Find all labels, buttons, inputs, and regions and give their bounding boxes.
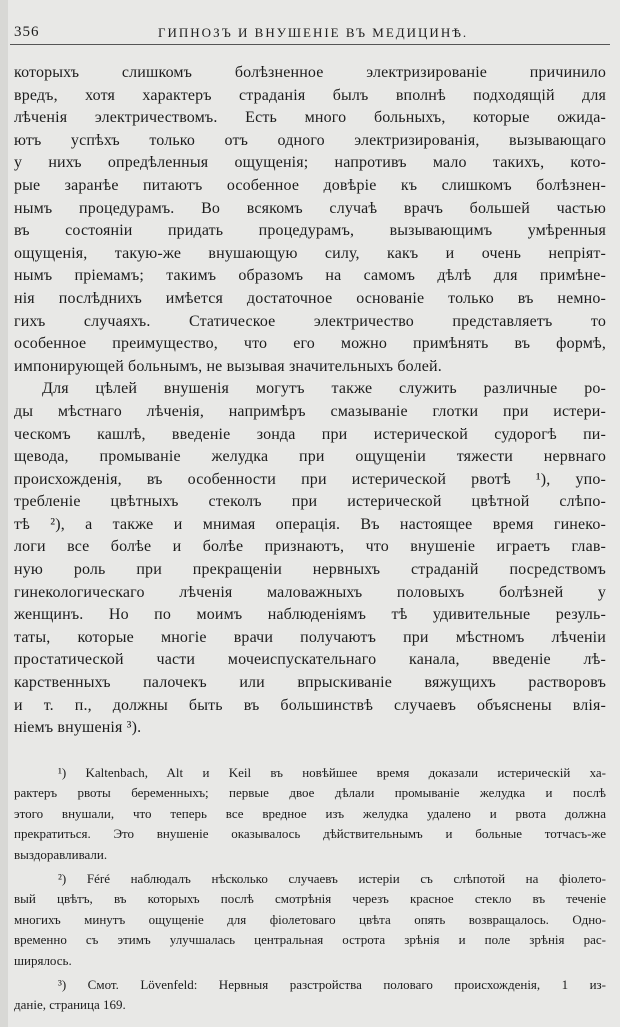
text-line: тѣ ²), а также и мнимая операція. Въ настоящее время гинеко- [14,515,606,533]
text-line: требленіе цвѣтныхъ стеколъ при истерической цвѣтной слѣпо- [14,493,606,511]
text-line: ощущенія, такую-же внушающую силу, какъ и очень непріят- [14,244,606,262]
text-line: гинекологическаго лѣченія маловажныхъ половыхъ болѣзней у [14,583,606,601]
text-line: у нихъ опредѣленныя ощущенія; напротивъ мало такихъ, кото- [14,154,606,172]
footnote-line: ширялось. [14,952,72,968]
page-edge [0,0,8,1027]
text-line: ную роль при прекращеніи нервныхъ страданій посредствомъ [14,561,606,579]
text-line: ды мѣстнаго лѣченія, напримѣръ смазываніе глотки при истери- [14,402,606,420]
text-line: нымъ пріемамъ; такимъ образомъ на самомъ дѣлѣ для примѣне- [14,267,606,285]
text-line: происхожденія, въ особенности при истерической рвотѣ ¹), упо- [14,470,606,488]
text-line: Для цѣлей внушенія могутъ также служить различные ро- [42,380,606,398]
text-line: и т. п., должны быть въ большинствѣ случаевъ объяснены влія- [14,696,606,714]
text-line: простатической части мочеиспускательнаго канала, введеніе лѣ- [14,651,606,669]
text-line: нія послѣднихъ имѣется достаточное основаніе только въ немно- [14,289,606,307]
main-text [14,62,606,740]
text-line: карственныхъ палочекъ или впрыскиваніе вяжущихъ растворовъ [14,674,606,692]
footnote-line: даніе, страница 169. [14,997,126,1013]
page-header [10,22,610,45]
text-line: женщинъ. Но по моимъ наблюденіямъ тѣ удивительные резуль- [14,606,606,624]
text-line: нымъ процедурамъ. Во всякомъ случаѣ врачъ большей частью [14,199,606,217]
text-line: которыхъ слишкомъ болѣзненное электризированіе причинило [14,64,606,81]
text-line: особенное преимущество, что его можно примѣнять въ формѣ, [14,335,606,353]
text-line: въ состояніи придать процедурамъ, вызывающимъ умѣренныя [14,222,606,240]
footnote-line: многихъ минутъ ощущеніе для фіолетоваго цвѣта опять возвращалось. Одно- [14,911,606,927]
footnote-3 [14,975,606,1016]
footnote-1 [14,763,606,865]
text-line: лѣченія электричествомъ. Есть много больныхъ, которые ожида- [14,109,606,127]
text-line: щевода, промываніе желудка при ощущеніи тяжести нервнаго [14,448,606,466]
footnote-line: ³) Смот. Lövenfeld: Нервныя разстройства половаго происхожденія, 1 из- [58,976,606,992]
text-line: ніемъ внушенія ³). [14,719,142,737]
text-line: вредъ, хотя характеръ страданія былъ вполнѣ подходящій для [14,86,606,104]
text-line: импонирующей больнымъ, не вызывая значительныхъ болей. [14,357,442,375]
text-line: таты, которые многіе врачи получаютъ при мѣстномъ лѣченіи [14,628,606,646]
footnote-line: ¹) Kaltenbach, Alt и Keil въ новѣйшее время доказали истерическій ха- [58,765,606,780]
footnote-line: рактеръ рвоты беременныхъ; первые двое дѣлали промываніе желудка и послѣ [14,785,606,801]
running-title: ГИПНОЗЪ И ВНУШЕНІЕ ВЪ МЕДИЦИНѢ. [158,25,469,40]
text-line: логи все болѣе и болѣе признаютъ, что внушеніе играетъ глав- [14,538,606,556]
text-line: гихъ случаяхъ. Статическое электричество представляетъ то [14,312,606,330]
footnote-line: прекратиться. Это внушеніе оказывалось дѣйствительнымъ и больные тотчасъ-же [14,826,606,842]
page-number: 356 [14,24,40,40]
footnote-line: временно съ этимъ улучшалась центральная острота зрѣнія и поле зрѣнія рас- [14,932,606,948]
footnote-line: ²) Féré наблюдалъ нѣсколько случаевъ истеріи съ слѣпотой на фіолето- [58,870,606,886]
footnote-line: вый цвѣтъ, въ которыхъ послѣ смотрѣнія черезъ красное стекло въ теченіе [14,891,606,907]
text-line: рые заранѣе питаютъ особенное довѣріе къ слишкомъ болѣзнен- [14,176,606,194]
footnote-line: этого внушали, что теперь все вредное изъ желудка удалено и рвота должна [14,805,606,821]
footnote-2 [14,869,606,971]
text-line: ческомъ кашлѣ, введеніе зонда при истерической судорогѣ пи- [14,425,606,443]
text-line: ютъ успѣхъ только отъ одного электризированія, вызывающаго [14,131,606,149]
footnotes [14,763,606,1020]
footnote-line: выздоравливали. [14,846,108,862]
